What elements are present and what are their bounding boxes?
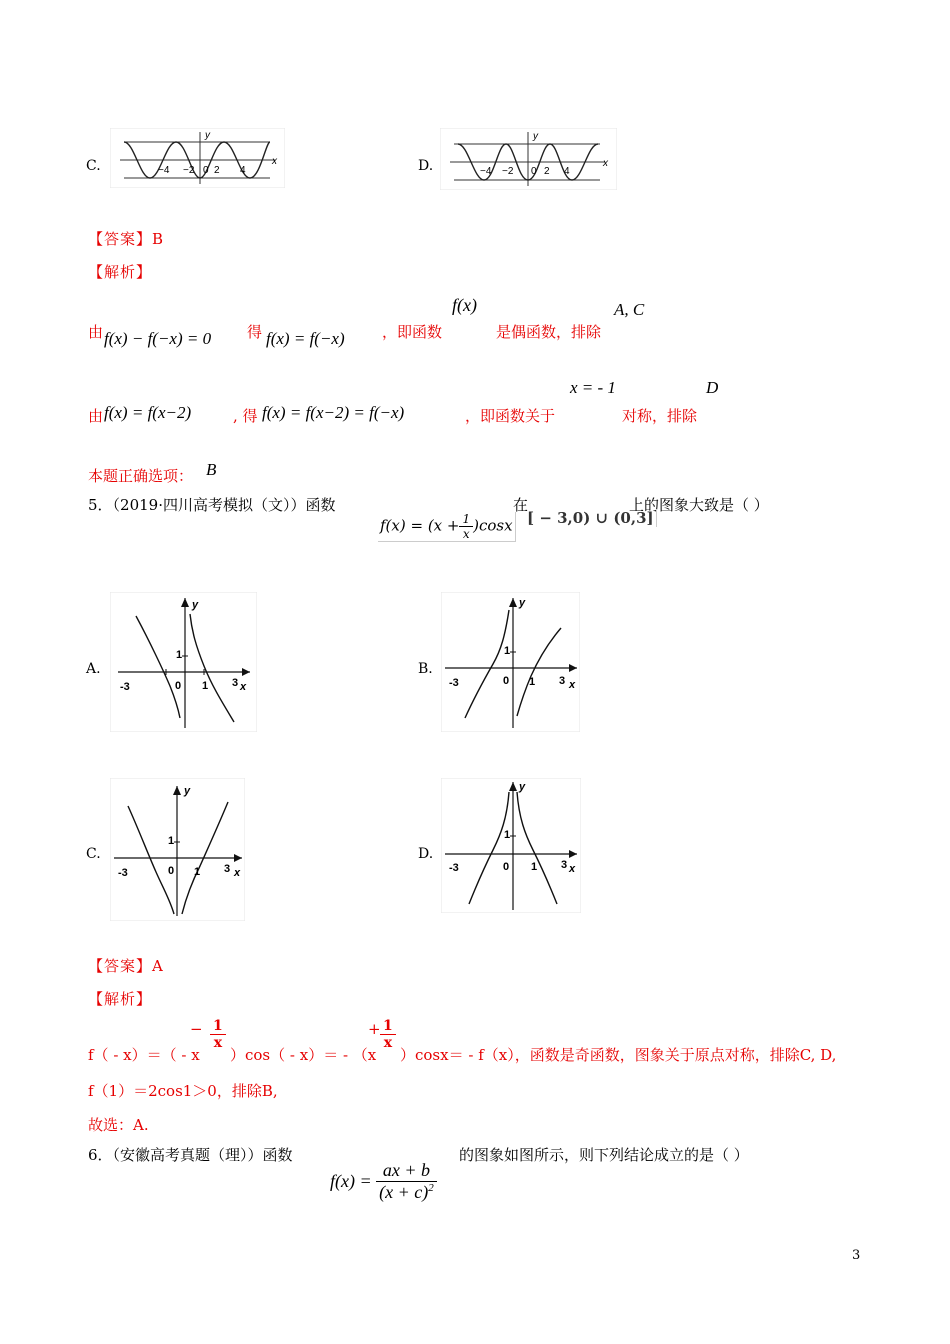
q5-stem-3: 上的图象大致是（ ） bbox=[629, 496, 769, 514]
q4-l2-eq1: f(x) = f(x−2) bbox=[104, 403, 192, 422]
q5-analysis-label: 【解析】 bbox=[88, 990, 153, 1008]
q4-answer: 【答案】B bbox=[88, 230, 165, 248]
svg-text:1: 1 bbox=[531, 861, 538, 873]
svg-text:2: 2 bbox=[544, 166, 550, 177]
q5-analysis-line-2: f（1）＝2cos1＞0，排除B, bbox=[88, 1082, 278, 1100]
q4-l1-fx: f(x) bbox=[452, 295, 477, 315]
q5-option-a-label: A. bbox=[86, 661, 101, 677]
q5-analysis-line-1: f（ - x）＝（ - x bbox=[88, 1046, 200, 1064]
svg-text:0: 0 bbox=[531, 166, 537, 177]
q4-l1-t1: ，即函数 bbox=[382, 323, 443, 341]
svg-text:3: 3 bbox=[232, 677, 239, 689]
svg-text:x: x bbox=[272, 156, 277, 167]
q5-analysis-line-1b: ）cos（ - x）＝ - （x bbox=[230, 1046, 377, 1064]
q4-l2-eq2: f(x) = f(x−2) = f(−x) bbox=[262, 403, 405, 422]
svg-text:-3: -3 bbox=[449, 862, 459, 874]
q4-l1-de: 得 bbox=[247, 323, 263, 341]
q6-stem-1: 6．（安徽高考真题（理））函数 bbox=[88, 1146, 293, 1164]
q5-analysis-line-3: 故选：A. bbox=[88, 1116, 149, 1134]
svg-text:4: 4 bbox=[240, 165, 246, 176]
svg-text:1: 1 bbox=[529, 676, 536, 688]
q5-formula: f(x) = (x + $\frac{1}{x}$ )cosx bbox=[378, 512, 516, 542]
svg-text:−4: −4 bbox=[480, 166, 492, 177]
q4-l1-eq2: f(x) = f(−x) bbox=[266, 329, 345, 348]
q4-l1-t2: 是偶函数，排除 bbox=[496, 323, 602, 341]
q4-graph-c bbox=[110, 128, 285, 188]
q4-l1-ac: A, C bbox=[614, 300, 645, 319]
q5-frac-2-sign: + bbox=[368, 1020, 381, 1038]
option-d-label: D. bbox=[418, 158, 434, 174]
svg-text:1: 1 bbox=[504, 645, 511, 657]
svg-text:0: 0 bbox=[203, 165, 209, 176]
q5-answer: 【答案】A bbox=[88, 957, 164, 975]
svg-text:x: x bbox=[569, 679, 576, 691]
q5-option-b-label: B. bbox=[418, 661, 433, 677]
q4-l2-t2: 对称，排除 bbox=[622, 407, 698, 425]
svg-text:1: 1 bbox=[202, 680, 209, 692]
svg-text:x: x bbox=[569, 863, 576, 875]
svg-text:0: 0 bbox=[168, 865, 175, 877]
q5-graph-d bbox=[441, 778, 581, 913]
q4-correct-text: 本题正确选项： bbox=[88, 467, 194, 485]
q5-stem-2: 在 bbox=[513, 496, 529, 514]
q5-graph-b bbox=[441, 592, 580, 732]
svg-text:−4: −4 bbox=[158, 165, 170, 176]
svg-text:y: y bbox=[533, 131, 538, 142]
q4-l2-x: x = - 1 bbox=[570, 378, 616, 397]
q5-analysis-line-1c: ）cosx＝ - f（x），函数是奇函数，图象关于原点对称，排除C, D, bbox=[400, 1046, 837, 1064]
svg-text:1: 1 bbox=[168, 835, 175, 847]
q6-stem-2: 的图象如图所示，则下列结论成立的是（ ） bbox=[459, 1146, 749, 1164]
svg-text:x: x bbox=[240, 681, 247, 693]
svg-text:y: y bbox=[184, 785, 191, 797]
q4-l1-you: 由 bbox=[88, 323, 104, 341]
svg-text:y: y bbox=[205, 130, 210, 141]
q5-graph-c bbox=[110, 778, 245, 921]
svg-text:0: 0 bbox=[175, 680, 182, 692]
svg-text:0: 0 bbox=[503, 861, 510, 873]
q4-correct-val: B bbox=[206, 460, 217, 479]
q5-stem-1: 5．（2019·四川高考模拟（文））函数 bbox=[88, 496, 336, 514]
q6-formula: f(x) = $\frac{ax + b}{(x + c)^2}$ bbox=[330, 1160, 437, 1203]
svg-text:x: x bbox=[234, 867, 241, 879]
svg-text:y: y bbox=[519, 597, 526, 609]
q4-graph-d bbox=[440, 128, 617, 190]
svg-text:3: 3 bbox=[559, 675, 566, 687]
q4-l2-de: , 得 bbox=[233, 407, 258, 425]
q5-frac-2: $\frac{1}{x}$ bbox=[380, 1018, 396, 1051]
svg-text:-3: -3 bbox=[118, 867, 128, 879]
q5-option-d-label: D. bbox=[418, 846, 434, 862]
svg-text:3: 3 bbox=[561, 859, 568, 871]
svg-text:-3: -3 bbox=[449, 677, 459, 689]
option-c-label: C. bbox=[86, 158, 101, 174]
q4-l1-eq1: f(x) − f(−x) = 0 bbox=[104, 329, 212, 348]
svg-text:1: 1 bbox=[504, 829, 511, 841]
q5-graph-a bbox=[110, 592, 257, 732]
svg-text:−2: −2 bbox=[183, 165, 195, 176]
q4-l2-d: D bbox=[706, 378, 719, 397]
svg-text:0: 0 bbox=[503, 675, 510, 687]
q4-analysis-label: 【解析】 bbox=[88, 263, 153, 281]
svg-text:x: x bbox=[603, 158, 608, 169]
q5-interval: [ − 3,0) ∪ (0,3] bbox=[527, 509, 657, 527]
svg-text:3: 3 bbox=[224, 863, 231, 875]
page-number: 3 bbox=[852, 1248, 861, 1263]
svg-text:-3: -3 bbox=[120, 681, 130, 693]
q5-option-c-label: C. bbox=[86, 846, 101, 862]
q5-frac-1-sign: − bbox=[190, 1020, 203, 1038]
svg-text:−2: −2 bbox=[502, 166, 514, 177]
svg-text:y: y bbox=[519, 781, 526, 793]
svg-text:y: y bbox=[192, 599, 199, 611]
q4-l2-you: 由 bbox=[88, 407, 104, 425]
q4-l2-t1: ，即函数关于 bbox=[465, 407, 556, 425]
svg-text:1: 1 bbox=[194, 866, 201, 878]
svg-text:4: 4 bbox=[564, 166, 570, 177]
svg-text:2: 2 bbox=[214, 165, 220, 176]
svg-text:1: 1 bbox=[176, 649, 183, 661]
q5-frac-1: $\frac{1}{x}$ bbox=[210, 1018, 226, 1051]
